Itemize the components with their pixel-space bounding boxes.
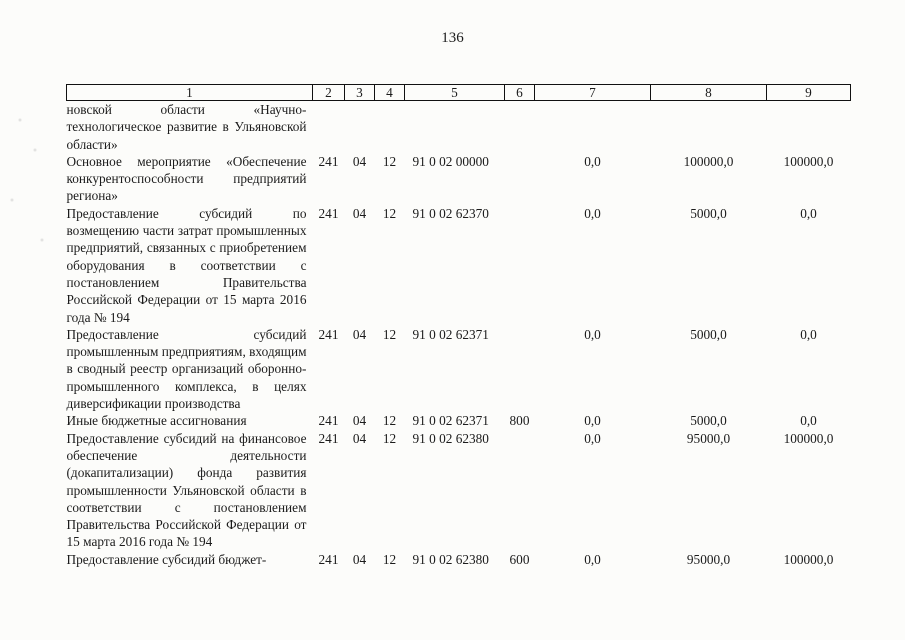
row-c6	[505, 326, 535, 412]
row-c3: 04	[352, 413, 367, 429]
table-header-row	[67, 85, 851, 101]
row-c6: 600	[509, 551, 530, 567]
header-col-3: 3	[345, 85, 375, 101]
budget-table-wrapper	[66, 84, 850, 568]
table-row	[67, 153, 851, 205]
row-c8: 5000,0	[690, 413, 727, 429]
row-c8: 100000,0	[683, 153, 734, 169]
row-c6	[505, 153, 535, 205]
table-row	[67, 326, 851, 412]
row-c9: 0,0	[800, 326, 817, 342]
row-c2: 241	[318, 551, 339, 567]
row-c3: 04	[352, 430, 367, 446]
page-number: 136	[441, 30, 464, 46]
row-c2: 241	[318, 413, 339, 429]
row-name: Предоставление субсидий на финансовое обеспечение деятельности (докапитализации) фонда развития промышленности Ульяновской области в соответствии с постановлением Правительства Российской Федерации от 15 марта 2016 года № 194	[66, 430, 307, 550]
row-c3: 04	[352, 153, 367, 169]
row-c7: 0,0	[584, 205, 601, 221]
table-row	[67, 101, 851, 153]
row-c4	[375, 101, 405, 153]
row-c7: 0,0	[584, 413, 601, 429]
row-c4: 12	[382, 430, 397, 446]
row-c6	[505, 101, 535, 153]
row-c9: 100000,0	[783, 551, 834, 567]
row-c4: 12	[382, 153, 397, 169]
row-c9	[767, 101, 851, 153]
table-row	[67, 412, 851, 429]
row-name: новской области «Научно-технологическое развитие в Ульяновской области»	[66, 102, 307, 152]
row-name: Основное мероприятие «Обеспечение конкурентоспособности предприятий региона»	[66, 153, 307, 204]
row-c4: 12	[382, 205, 397, 221]
row-c6: 800	[509, 413, 530, 429]
table-row	[67, 430, 851, 551]
row-c7: 0,0	[584, 326, 601, 342]
row-name: Иные бюджетные ассигнования	[66, 413, 247, 429]
header-col-8: 8	[651, 85, 767, 101]
row-c4: 12	[382, 551, 397, 567]
row-c5: 91 0 02 62370	[412, 205, 489, 221]
row-c3: 04	[352, 205, 367, 221]
header-col-5: 5	[405, 85, 505, 101]
header-col-9: 9	[767, 85, 851, 101]
row-name: Предоставление субсидий промышленным предприятиям, входящим в сводный реестр организаций оборонно-промышленного комплекса, в целях диверсификации производства	[66, 326, 307, 412]
row-c8	[651, 101, 767, 153]
row-c7: 0,0	[584, 430, 601, 446]
row-c2: 241	[318, 153, 339, 169]
row-name: Предоставление субсидий бюджет-	[66, 551, 267, 567]
header-col-2: 2	[313, 85, 345, 101]
row-c4: 12	[382, 326, 397, 342]
row-c2	[313, 101, 345, 153]
row-c8: 5000,0	[690, 205, 727, 221]
row-c5: 91 0 02 62371	[412, 413, 489, 429]
row-c7: 0,0	[584, 551, 601, 567]
table-row	[67, 205, 851, 326]
row-c9: 100000,0	[783, 430, 834, 446]
scan-noise	[0, 90, 60, 290]
row-name: Предоставление субсидий по возмещению части затрат промышленных предприятий, связанных с приобретением оборудования в соответствии с постановлением Правительства Российской Федерации от 15 марта 2016 года № 194	[66, 205, 307, 325]
row-c2: 241	[318, 430, 339, 446]
table-row	[67, 551, 851, 568]
header-col-1: 1	[67, 85, 313, 101]
row-c2: 241	[318, 326, 339, 342]
budget-table	[66, 84, 851, 568]
row-c3: 04	[352, 551, 367, 567]
row-c3	[345, 101, 375, 153]
row-c2: 241	[318, 205, 339, 221]
row-c9: 0,0	[800, 205, 817, 221]
row-c7: 0,0	[584, 153, 601, 169]
row-c5: 91 0 02 00000	[412, 153, 489, 169]
row-c6	[505, 205, 535, 326]
row-c8: 95000,0	[686, 430, 731, 446]
row-c5: 91 0 02 62371	[412, 326, 489, 342]
row-c5: 91 0 02 62380	[412, 551, 489, 567]
row-c7	[535, 101, 651, 153]
row-c5	[405, 101, 505, 153]
row-c8: 95000,0	[686, 551, 731, 567]
row-c8: 5000,0	[690, 326, 727, 342]
row-c9: 0,0	[800, 413, 817, 429]
row-c9: 100000,0	[783, 153, 834, 169]
row-c6	[505, 430, 535, 551]
row-c5: 91 0 02 62380	[412, 430, 489, 446]
header-col-4: 4	[375, 85, 405, 101]
row-c4: 12	[382, 413, 397, 429]
header-col-7: 7	[535, 85, 651, 101]
row-c3: 04	[352, 326, 367, 342]
header-col-6: 6	[505, 85, 535, 101]
